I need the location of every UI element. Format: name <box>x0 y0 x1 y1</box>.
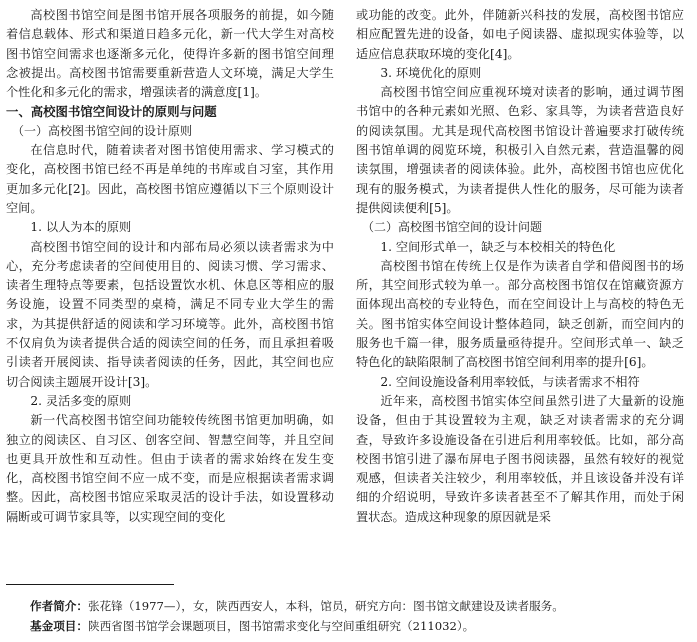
author-note <box>30 597 690 615</box>
body-paragraph: 在信息时代，随着读者对图书馆使用需求、学习模式的变化，高校图书馆已经不再是单纯的书库或自习室，其作用更加多元化[2]。因此，高校图书馆应遵循以下三个原则设计空间。 <box>6 143 334 215</box>
principle-heading: 1. 以人为本的原则 <box>30 220 132 235</box>
body-paragraph: 高校图书馆在传统上仅是作为读者自学和借阅图书的场所，其空间形式较为单一。部分高校图书馆仅在馆藏资源方面体现出高校的专业特色，而在空间设计上与高校的特色无关。图书馆实体空间设计整体趋同，缺乏创新，而空间内的服务也千篇一律，服务质量亟待提升。空间形式单一、缺乏特色化的缺陷限制了高校图书馆空间利用率的提升[6]。 <box>356 258 684 370</box>
principle-heading: 2. 灵活多变的原则 <box>30 393 132 408</box>
right-column <box>356 6 684 527</box>
left-column <box>6 6 334 527</box>
author-label: 作者简介： <box>30 599 88 613</box>
principle-heading: 3. 环境优化的原则 <box>380 65 482 80</box>
fund-text: 陕西省图书馆学会课题项目，图书馆需求变化与空间重组研究（211032）。 <box>87 619 475 633</box>
subsection-heading: （一）高校图书馆空间的设计原则 <box>12 123 193 138</box>
footnote-divider <box>6 584 174 585</box>
body-paragraph: 近年来，高校图书馆实体空间虽然引进了大量新的设施设备，但由于其设置较为主观，缺乏对读者需求的充分调查，导致许多设施设备在引进后利用率较低。比如，部分高校图书馆引进了瀑布屏电子图书阅读器，虽然有较好的视觉观感，但读者关注较少，利用率较低，并且该设备并没有详细的介绍说明，导致许多读者甚至不了解其作用，而处于闲置状态。造成这种现象的原因就是采 <box>356 393 684 524</box>
section-heading: 一、高校图书馆空间设计的原则与问题 <box>6 104 217 120</box>
subsection-heading: （二）高校图书馆空间的设计问题 <box>362 220 543 235</box>
problem-heading: 2. 空间设施设备利用率较低，与读者需求不相符 <box>380 374 640 389</box>
fund-note <box>30 617 690 635</box>
body-paragraph-continued: 或功能的改变。此外，伴随新兴科技的发展，高校图书馆应相应配置先进的设备，如电子阅读器、虚拟现实体验等，以适应信息获取环境的变化[4]。 <box>356 8 684 61</box>
fund-label: 基金项目： <box>30 619 88 633</box>
body-paragraph: 高校图书馆空间应重视环境对读者的影响，通过调节图书馆中的各种元素如光照、色彩、家具等，为读者营造良好的阅读氛围。尤其是现代高校图书馆设计普遍要求打破传统图书馆单调的阅览环境，积极引入自然元素，营造温馨的阅读氛围，增强读者的阅读体验。此外，高校图书馆也应优化现有的服务模式，为读者提供人性化的服务，尽可能为读者提供阅读便利[5]。 <box>356 85 684 215</box>
problem-heading: 1. 空间形式单一，缺乏与本校相关的特色化 <box>380 239 616 254</box>
body-paragraph: 高校图书馆空间的设计和内部布局必须以读者需求为中心，充分考虑读者的空间使用目的、阅读习惯、学习需求、读者生理特点等要素，包括设置饮水机、休息区等相应的服务设施，设置不同类型的桌椅，满足不同专业大学生的需求，为其提供舒适的阅读和学习环境等。此外，高校图书馆不仅肩负为读者提供合适的阅读空间的任务，而且承担着吸引读者开展阅读、指导读者阅读的任务，因此，其空间也应切合阅读主题展开设计[3]。 <box>6 239 334 389</box>
body-paragraph: 新一代高校图书馆空间功能较传统图书馆更加明确，如独立的阅读区、自习区、创客空间、智慧空间等，并且空间也更具开放性和互动性。但由于读者的需求始终在发生变化，高校图书馆空间不应一成不变，而是应根据读者需求调整。因此，高校图书馆应采取灵活的设计手法，如设置移动隔断或可调节家具等，以实现空间的变化 <box>6 413 334 524</box>
author-text: 张花锋（1977—），女，陕西西安人，本科，馆员，研究方向：图书馆文献建设及读者服务。 <box>87 599 564 613</box>
intro-paragraph: 高校图书馆空间是图书馆开展各项服务的前提，如今随着信息载体、形式和渠道日趋多元化，新一代大学生对高校图书馆空间需求也逐渐多元化，使得许多新的图书馆空间理念被提出。高校图书馆需要重新营造人文环境，满足大学生个性化和多元化的需求，增强读者的满意度[1]。 <box>6 8 334 100</box>
